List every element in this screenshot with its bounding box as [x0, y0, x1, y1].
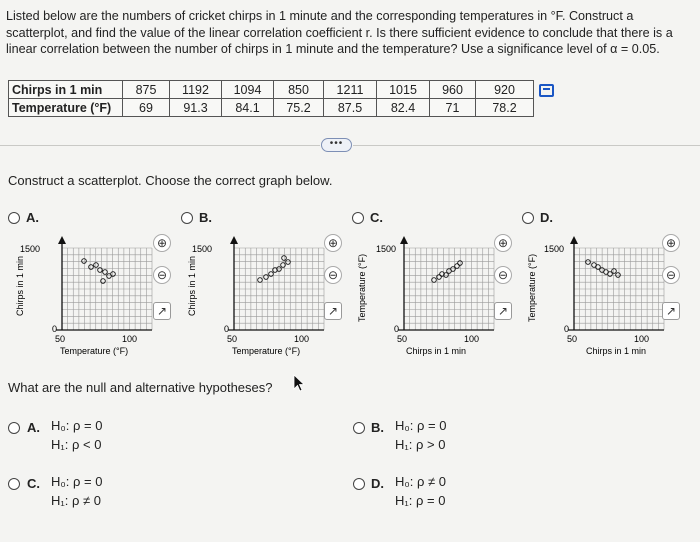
- table-cell: 82.4: [377, 99, 430, 117]
- x-tick-right: 100: [122, 334, 138, 344]
- table-cell: 1211: [324, 81, 377, 99]
- points-a: [82, 259, 116, 284]
- popout-icon[interactable]: ↗: [494, 302, 512, 320]
- y-axis-arrow: [400, 236, 408, 244]
- option-letter: C.: [370, 210, 383, 225]
- alt-hypothesis: H₁: ρ > 0: [395, 437, 446, 452]
- table-cell: 1015: [377, 81, 430, 99]
- y-axis-arrow: [570, 236, 578, 244]
- alt-hypothesis: H₁: ρ = 0: [395, 493, 446, 508]
- x-tick-left: 50: [227, 334, 238, 344]
- popout-icon[interactable]: ↗: [662, 302, 680, 320]
- table-row-chirps: [9, 81, 534, 99]
- radio-hypothesis-b[interactable]: [353, 422, 365, 434]
- alt-hypothesis: H₁: ρ ≠ 0: [51, 493, 101, 508]
- table-cell: 1094: [222, 81, 274, 99]
- table-cell: 850: [274, 81, 324, 99]
- x-tick-left: 50: [567, 334, 578, 344]
- table-cell: 69: [123, 99, 170, 117]
- x-axis-label: Chirps in 1 min: [406, 346, 467, 356]
- table-cell: 920: [476, 81, 534, 99]
- y-tick-bottom: 0: [52, 324, 58, 334]
- hypothesis-c: [51, 472, 102, 510]
- popout-icon[interactable]: ↗: [153, 302, 171, 320]
- scatter-point: [586, 260, 591, 265]
- x-tick-right: 100: [294, 334, 310, 344]
- graph-b: [184, 230, 349, 360]
- option-letter: A.: [26, 210, 39, 225]
- zoom-in-icon[interactable]: ⊕: [153, 234, 171, 252]
- grid-lines: [404, 248, 494, 330]
- y-axis-label: Temperature (°F): [357, 253, 367, 322]
- x-axis-label: Chirps in 1 min: [586, 346, 647, 356]
- zoom-out-icon[interactable]: ⊖: [662, 266, 680, 284]
- radio-scatter-a[interactable]: [8, 212, 20, 224]
- radio-hypothesis-a[interactable]: [8, 422, 20, 434]
- graph-a: [12, 230, 177, 360]
- zoom-in-icon[interactable]: ⊕: [494, 234, 512, 252]
- y-axis-arrow: [58, 236, 66, 244]
- divider-right: [353, 145, 700, 146]
- table-row-temps: [9, 99, 534, 117]
- grid-lines: [62, 248, 152, 330]
- data-table: [8, 80, 534, 117]
- scatter-point: [258, 278, 263, 283]
- table-cell: 91.3: [170, 99, 222, 117]
- x-axis-label: Temperature (°F): [232, 346, 301, 356]
- x-tick-left: 50: [397, 334, 408, 344]
- scatter-point: [282, 256, 287, 261]
- radio-scatter-b[interactable]: [181, 212, 193, 224]
- scatter-point: [103, 270, 108, 275]
- scatter-prompt: Construct a scatterplot. Choose the correct graph below.: [8, 173, 333, 188]
- row-label-temperature: Temperature (°F): [9, 99, 123, 117]
- grid-lines: [234, 248, 324, 330]
- y-axis-label: Temperature (°F): [527, 253, 537, 322]
- divider-left: [0, 145, 320, 146]
- y-tick-top: 1500: [20, 244, 41, 254]
- mouse-cursor-icon: [292, 374, 306, 392]
- null-hypothesis: H₀: ρ ≠ 0: [395, 474, 446, 489]
- table-cell: 875: [123, 81, 170, 99]
- scatter-point: [82, 259, 87, 264]
- option-letter: B.: [371, 420, 384, 435]
- copy-data-icon[interactable]: [539, 84, 554, 97]
- option-letter: B.: [199, 210, 212, 225]
- graph-c: [354, 230, 519, 360]
- y-tick-bottom: 0: [224, 324, 230, 334]
- y-axis-arrow: [230, 236, 238, 244]
- zoom-out-icon[interactable]: ⊖: [153, 266, 171, 284]
- radio-scatter-c[interactable]: [352, 212, 364, 224]
- y-tick-top: 1500: [544, 244, 565, 254]
- grid-lines: [574, 248, 664, 330]
- popout-icon[interactable]: ↗: [324, 302, 342, 320]
- more-button[interactable]: •••: [321, 138, 352, 152]
- table-cell: 71: [430, 99, 476, 117]
- table-cell: 1192: [170, 81, 222, 99]
- option-letter: D.: [371, 476, 384, 491]
- x-tick-right: 100: [464, 334, 480, 344]
- x-tick-left: 50: [55, 334, 66, 344]
- y-axis-label: Chirps in 1 min: [15, 255, 25, 316]
- radio-scatter-d[interactable]: [522, 212, 534, 224]
- table-cell: 78.2: [476, 99, 534, 117]
- radio-hypothesis-c[interactable]: [8, 478, 20, 490]
- y-tick-top: 1500: [192, 244, 213, 254]
- x-tick-right: 100: [634, 334, 650, 344]
- hypothesis-a: [51, 416, 102, 454]
- y-tick-bottom: 0: [394, 324, 400, 334]
- null-hypothesis: H₀: ρ = 0: [51, 418, 103, 433]
- hypothesis-d: [395, 472, 446, 510]
- hypotheses-prompt: What are the null and alternative hypotheses?: [8, 380, 273, 395]
- x-axis-label: Temperature (°F): [60, 346, 129, 356]
- table-cell: 87.5: [324, 99, 377, 117]
- option-letter: C.: [27, 476, 40, 491]
- scatter-point: [612, 269, 617, 274]
- table-cell: 960: [430, 81, 476, 99]
- scatter-point: [616, 273, 621, 278]
- hypothesis-b: [395, 416, 446, 454]
- row-label-chirps: Chirps in 1 min: [9, 81, 123, 99]
- zoom-in-icon[interactable]: ⊕: [324, 234, 342, 252]
- zoom-out-icon[interactable]: ⊖: [324, 266, 342, 284]
- scatter-point: [286, 260, 291, 265]
- table-cell: 75.2: [274, 99, 324, 117]
- option-letter: A.: [27, 420, 40, 435]
- null-hypothesis: H₀: ρ = 0: [51, 474, 103, 489]
- zoom-out-icon[interactable]: ⊖: [494, 266, 512, 284]
- y-tick-bottom: 0: [564, 324, 570, 334]
- table-cell: 84.1: [222, 99, 274, 117]
- zoom-in-icon[interactable]: ⊕: [662, 234, 680, 252]
- y-axis-label: Chirps in 1 min: [187, 255, 197, 316]
- alt-hypothesis: H₁: ρ < 0: [51, 437, 102, 452]
- y-tick-top: 1500: [376, 244, 397, 254]
- null-hypothesis: H₀: ρ = 0: [395, 418, 447, 433]
- option-letter: D.: [540, 210, 553, 225]
- problem-text: Listed below are the numbers of cricket chirps in 1 minute and the corresponding temperatures in °F. Construct a scatterplot, and find the value of the linear correlation coefficient r. Is there sufficient evidence to conclude that there is a linear correlation between the number of chirps in 1 minute and the temperature? Use a significance level of α = 0.05.: [6, 9, 673, 56]
- radio-hypothesis-d[interactable]: [353, 478, 365, 490]
